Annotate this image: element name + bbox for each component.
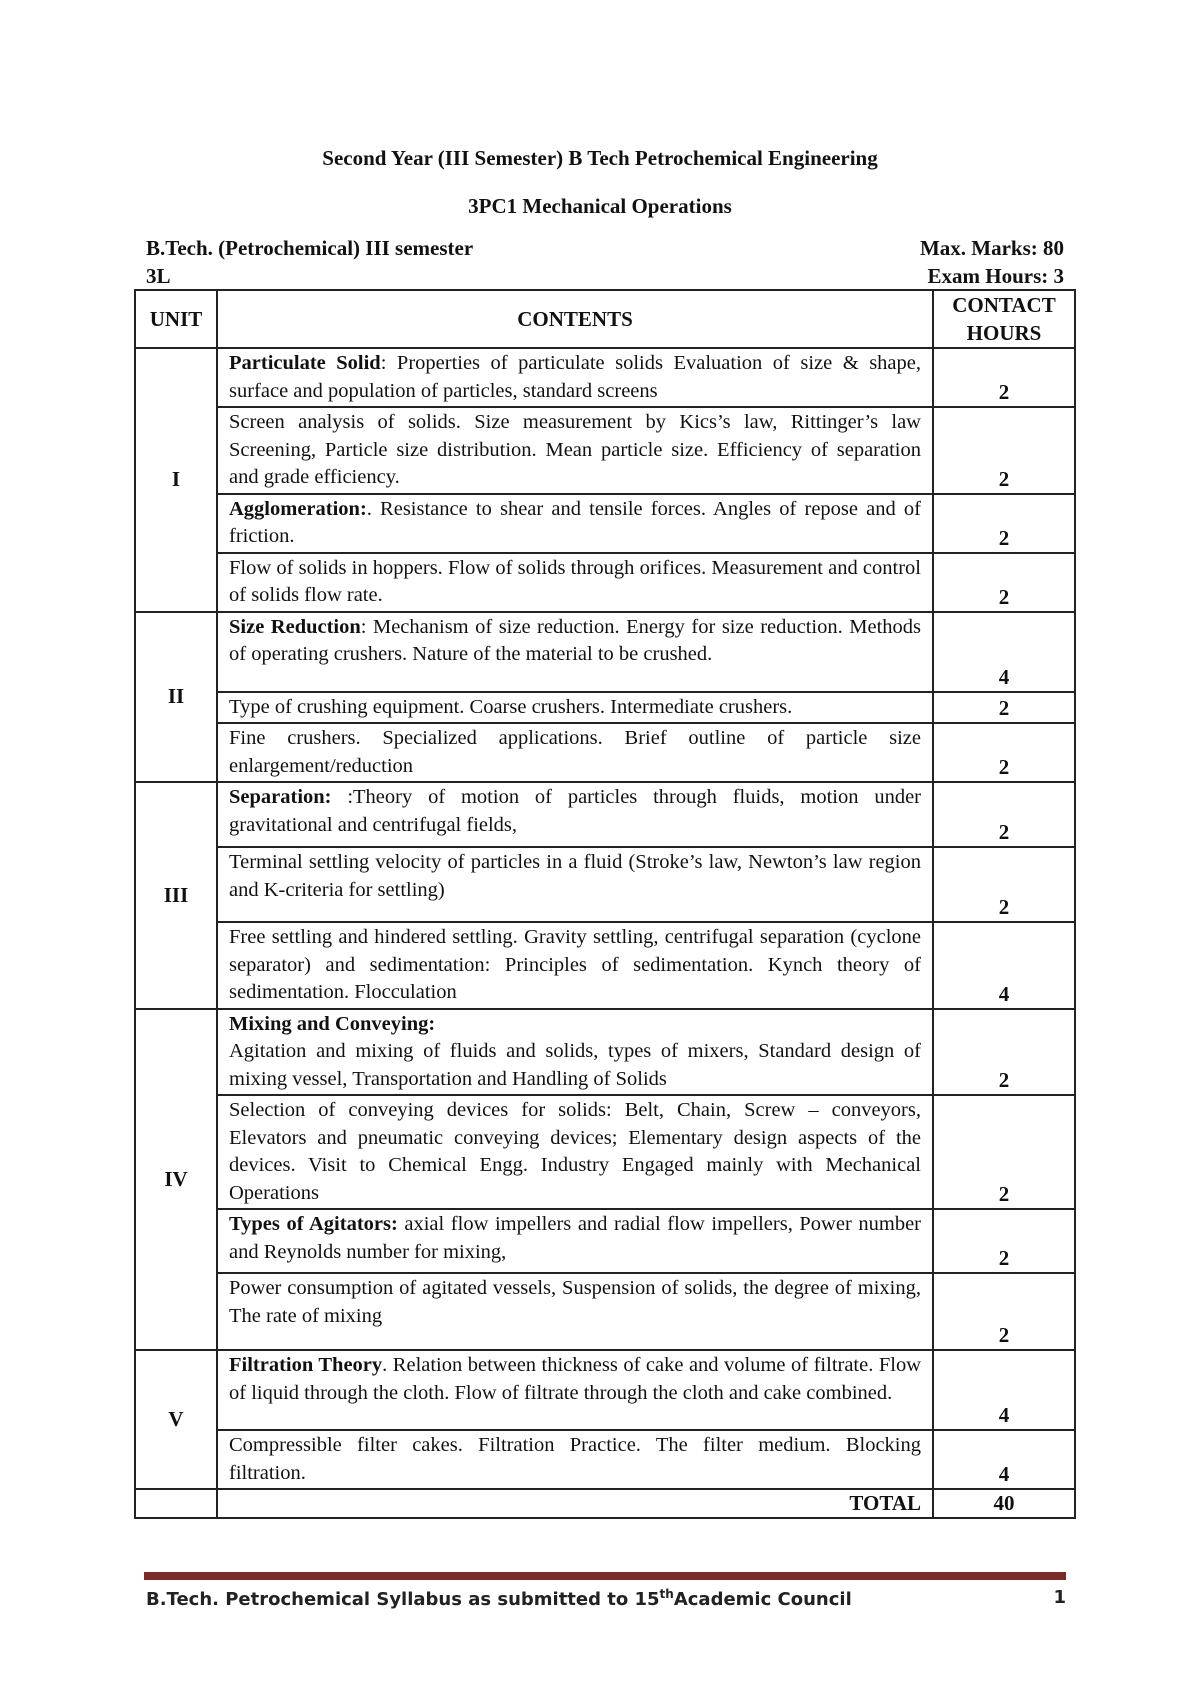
- content-cell: [217, 494, 933, 553]
- table-row: [135, 348, 1075, 407]
- table-row: [135, 407, 1075, 494]
- content-text: Agitation and mixing of fluids and solids, types of mixers, Standard design of mixing vessel, Transportation and Handling of Solids: [229, 1040, 921, 1090]
- topic-heading: Particulate Solid: [229, 352, 381, 374]
- hours-cell: 2: [933, 1009, 1075, 1096]
- hours-cell: 2: [933, 1273, 1075, 1350]
- hours-cell: 2: [933, 407, 1075, 494]
- content-text: :Theory of motion of particles through fluids, motion under gravitational and centrifugal fields,: [229, 786, 921, 836]
- content-cell: [217, 692, 933, 724]
- hours-cell: 2: [933, 494, 1075, 553]
- page-number: 1: [1053, 1587, 1066, 1608]
- content-cell: [217, 1350, 933, 1430]
- footer-superscript: th: [659, 1587, 674, 1601]
- hours-cell: 2: [933, 723, 1075, 782]
- content-text: Power consumption of agitated vessels, Suspension of solids, the degree of mixing, The rate of mixing: [229, 1277, 921, 1327]
- content-cell: [217, 1009, 933, 1096]
- content-cell: [217, 348, 933, 407]
- total-label: TOTAL: [217, 1489, 933, 1518]
- unit-cell: III: [135, 782, 217, 1009]
- content-text: Free settling and hindered settling. Gravity settling, centrifugal separation (cyclone separator) and sedimentation: Principles of sedimentation. Kynch theory of sedimentation. Flocculation: [229, 926, 921, 1003]
- content-cell: [217, 1273, 933, 1350]
- content-cell: [217, 782, 933, 847]
- table-row: [135, 1350, 1075, 1430]
- course-title: 3PC1 Mechanical Operations: [468, 194, 732, 218]
- topic-heading: Size Reduction: [229, 615, 361, 638]
- table-row: [135, 1209, 1075, 1273]
- hours-cell: 4: [933, 1350, 1075, 1430]
- content-text: Fine crushers. Specialized applications. Brief outline of particle size enlargement/reduction: [229, 727, 921, 777]
- footer-rule: [144, 1572, 1066, 1580]
- content-text: axial flow impellers and radial flow impellers, Power number and Reynolds number for mixing,: [229, 1213, 921, 1263]
- footer-text: [146, 1587, 852, 1610]
- hours-cell: 2: [933, 1209, 1075, 1273]
- content-text: Flow of solids in hoppers. Flow of solids through orifices. Measurement and control of solids flow rate.: [229, 556, 921, 606]
- content-cell: [217, 723, 933, 782]
- table-row: [135, 782, 1075, 847]
- table-row: [135, 612, 1075, 692]
- max-marks: Max. Marks: 80: [919, 236, 1064, 260]
- table-row: [135, 1095, 1075, 1209]
- hours-cell: 4: [933, 1430, 1075, 1489]
- topic-heading: Types of Agitators:: [229, 1213, 398, 1235]
- content-cell: [217, 1095, 933, 1209]
- hours-cell: 2: [933, 553, 1075, 612]
- content-text: Screen analysis of solids. Size measurement by Kics’s law, Rittinger’s law Screening, Particle size distribution. Mean particle size. Efficiency of separation and grade efficiency.: [229, 411, 921, 488]
- content-text: . Relation between thickness of cake and volume of filtrate. Flow of liquid through the cloth. Flow of filtrate through the cloth and cake combined.: [229, 1354, 922, 1404]
- content-text: : Mechanism of size reduction. Energy for size reduction. Methods of operating crushers. Nature of the material to be crushed.: [229, 615, 921, 665]
- table-row: [135, 1009, 1075, 1096]
- topic-heading: Mixing and Conveying:: [229, 1012, 436, 1035]
- header-unit: UNIT: [135, 290, 217, 348]
- total-unit-cell: [135, 1489, 217, 1518]
- syllabus-body: [135, 348, 1075, 1489]
- program-label: B.Tech. (Petrochemical) III semester: [146, 236, 474, 260]
- table-row: [135, 692, 1075, 724]
- header-contact-hours: CONTACT HOURS: [933, 290, 1075, 348]
- content-text: Selection of conveying devices for solids: Belt, Chain, Screw – conveyors, Elevators and pneumatic conveying devices; Elementary design aspects of the devices. Visit to Chemical Engg. Industry Engaged mainly with Mechanical Operations: [229, 1099, 921, 1204]
- topic-heading: Agglomeration:: [229, 497, 367, 520]
- syllabus-table: [134, 289, 1076, 1519]
- content-text: . Resistance to shear and tensile forces. Angles of repose and of friction.: [229, 497, 921, 547]
- table-row: [135, 553, 1075, 612]
- content-text: : Properties of particulate solids Evaluation of size & shape, surface and population of particles, standard screens: [229, 352, 921, 402]
- content-text: Compressible filter cakes. Filtration Practice. The filter medium. Blocking filtration.: [229, 1434, 921, 1484]
- content-cell: [217, 1430, 933, 1489]
- document-heading: Second Year (III Semester) B Tech Petrochemical Engineering: [322, 146, 878, 170]
- content-text: Type of crushing equipment. Coarse crushers. Intermediate crushers.: [229, 695, 793, 718]
- table-row: [135, 922, 1075, 1009]
- hours-cell: 2: [933, 782, 1075, 847]
- content-cell: [217, 407, 933, 494]
- unit-cell: II: [135, 612, 217, 783]
- topic-heading: Filtration Theory: [229, 1354, 383, 1376]
- hours-cell: 2: [933, 348, 1075, 407]
- hours-cell: 2: [933, 847, 1075, 922]
- unit-cell: IV: [135, 1009, 217, 1351]
- topic-heading: Separation:: [229, 786, 332, 808]
- content-cell: [217, 847, 933, 922]
- total-value: 40: [933, 1489, 1075, 1518]
- hours-cell: 4: [933, 612, 1075, 692]
- unit-cell: V: [135, 1350, 217, 1489]
- hours-cell: 4: [933, 922, 1075, 1009]
- table-row: [135, 723, 1075, 782]
- content-cell: [217, 1209, 933, 1273]
- content-cell: [217, 922, 933, 1009]
- lecture-label: 3L: [146, 264, 171, 288]
- content-text: Terminal settling velocity of particles in a fluid (Stroke’s law, Newton’s law region and K-criteria for settling): [229, 851, 921, 901]
- table-row: [135, 1430, 1075, 1489]
- footer-text-after: Academic Council: [673, 1589, 852, 1610]
- content-cell: [217, 612, 933, 692]
- hours-cell: 2: [933, 692, 1075, 724]
- exam-hours: Exam Hours: 3: [927, 264, 1064, 288]
- table-row: [135, 494, 1075, 553]
- unit-cell: I: [135, 348, 217, 612]
- footer-text-before: B.Tech. Petrochemical Syllabus as submitted to 15: [146, 1589, 660, 1610]
- content-cell: [217, 553, 933, 612]
- header-contents: CONTENTS: [217, 290, 933, 348]
- table-row: [135, 1273, 1075, 1350]
- hours-cell: 2: [933, 1095, 1075, 1209]
- table-row: [135, 847, 1075, 922]
